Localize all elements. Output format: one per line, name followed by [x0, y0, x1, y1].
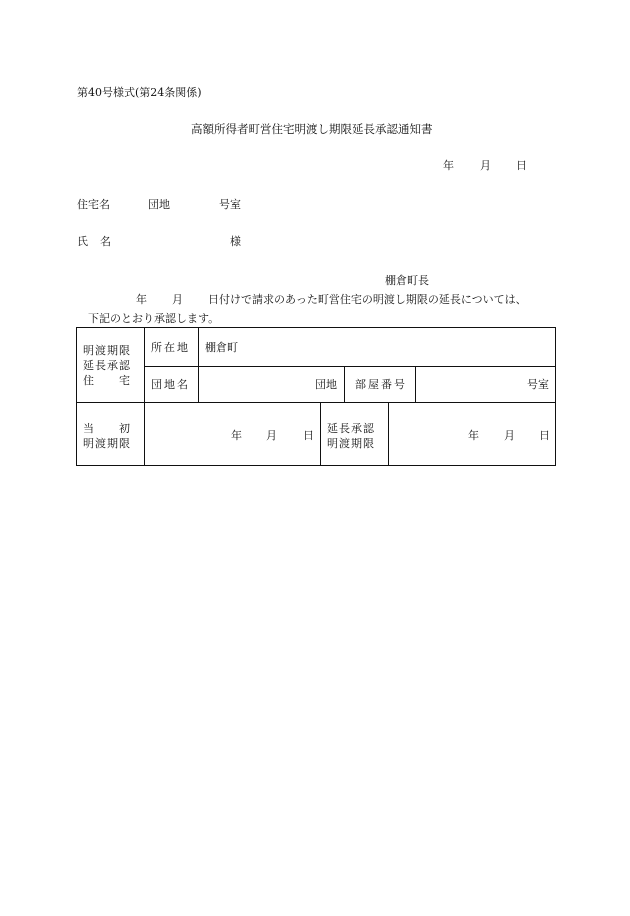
- room-suffix: 号室: [527, 378, 549, 391]
- date-day: 日: [516, 159, 527, 172]
- section-label-2: 延長承認: [83, 359, 131, 372]
- address-room: 号室: [219, 198, 241, 211]
- extended-label-1: 延長承認: [327, 422, 375, 435]
- approval-table: [76, 327, 556, 466]
- extended-date-year: 年: [468, 429, 479, 442]
- body-text: 日付けで請求のあった町営住宅の明渡し期限の延長については、: [208, 293, 527, 306]
- address-label: 住宅名: [77, 198, 110, 211]
- original-label-2: 明渡期限: [83, 437, 131, 450]
- extended-date-day: 日: [539, 429, 550, 442]
- original-date-month: 月: [266, 429, 277, 442]
- document-title: 高額所得者町営住宅明渡し期限延長承認通知書: [191, 122, 433, 136]
- section-label-3: 住 宅: [83, 374, 131, 387]
- address-danchi: 団地: [148, 198, 170, 211]
- name-label-1: 氏: [77, 235, 88, 248]
- location-label: 所在地: [151, 341, 190, 354]
- extended-label-2: 明渡期限: [327, 437, 375, 450]
- body-year: 年: [136, 293, 147, 306]
- room-label: 部屋番号: [355, 378, 407, 391]
- original-label-1: 当 初: [83, 422, 131, 435]
- date-month: 月: [480, 159, 491, 172]
- danchi-suffix: 団地: [315, 378, 337, 391]
- body-text-line2: 下記のとおり承認します。: [88, 312, 220, 325]
- date-year: 年: [443, 159, 454, 172]
- original-date-year: 年: [231, 429, 242, 442]
- name-label-2: 名: [100, 235, 111, 248]
- location-value: 棚倉町: [205, 341, 238, 354]
- form-number: 第40号様式(第24条関係): [77, 86, 202, 99]
- body-month: 月: [172, 293, 183, 306]
- issuer: 棚倉町長: [385, 274, 429, 287]
- section-label-1: 明渡期限: [83, 344, 131, 357]
- danchi-label: 団地名: [151, 378, 190, 391]
- extended-date-month: 月: [504, 429, 515, 442]
- name-honorific: 様: [230, 235, 241, 248]
- original-date-day: 日: [303, 429, 314, 442]
